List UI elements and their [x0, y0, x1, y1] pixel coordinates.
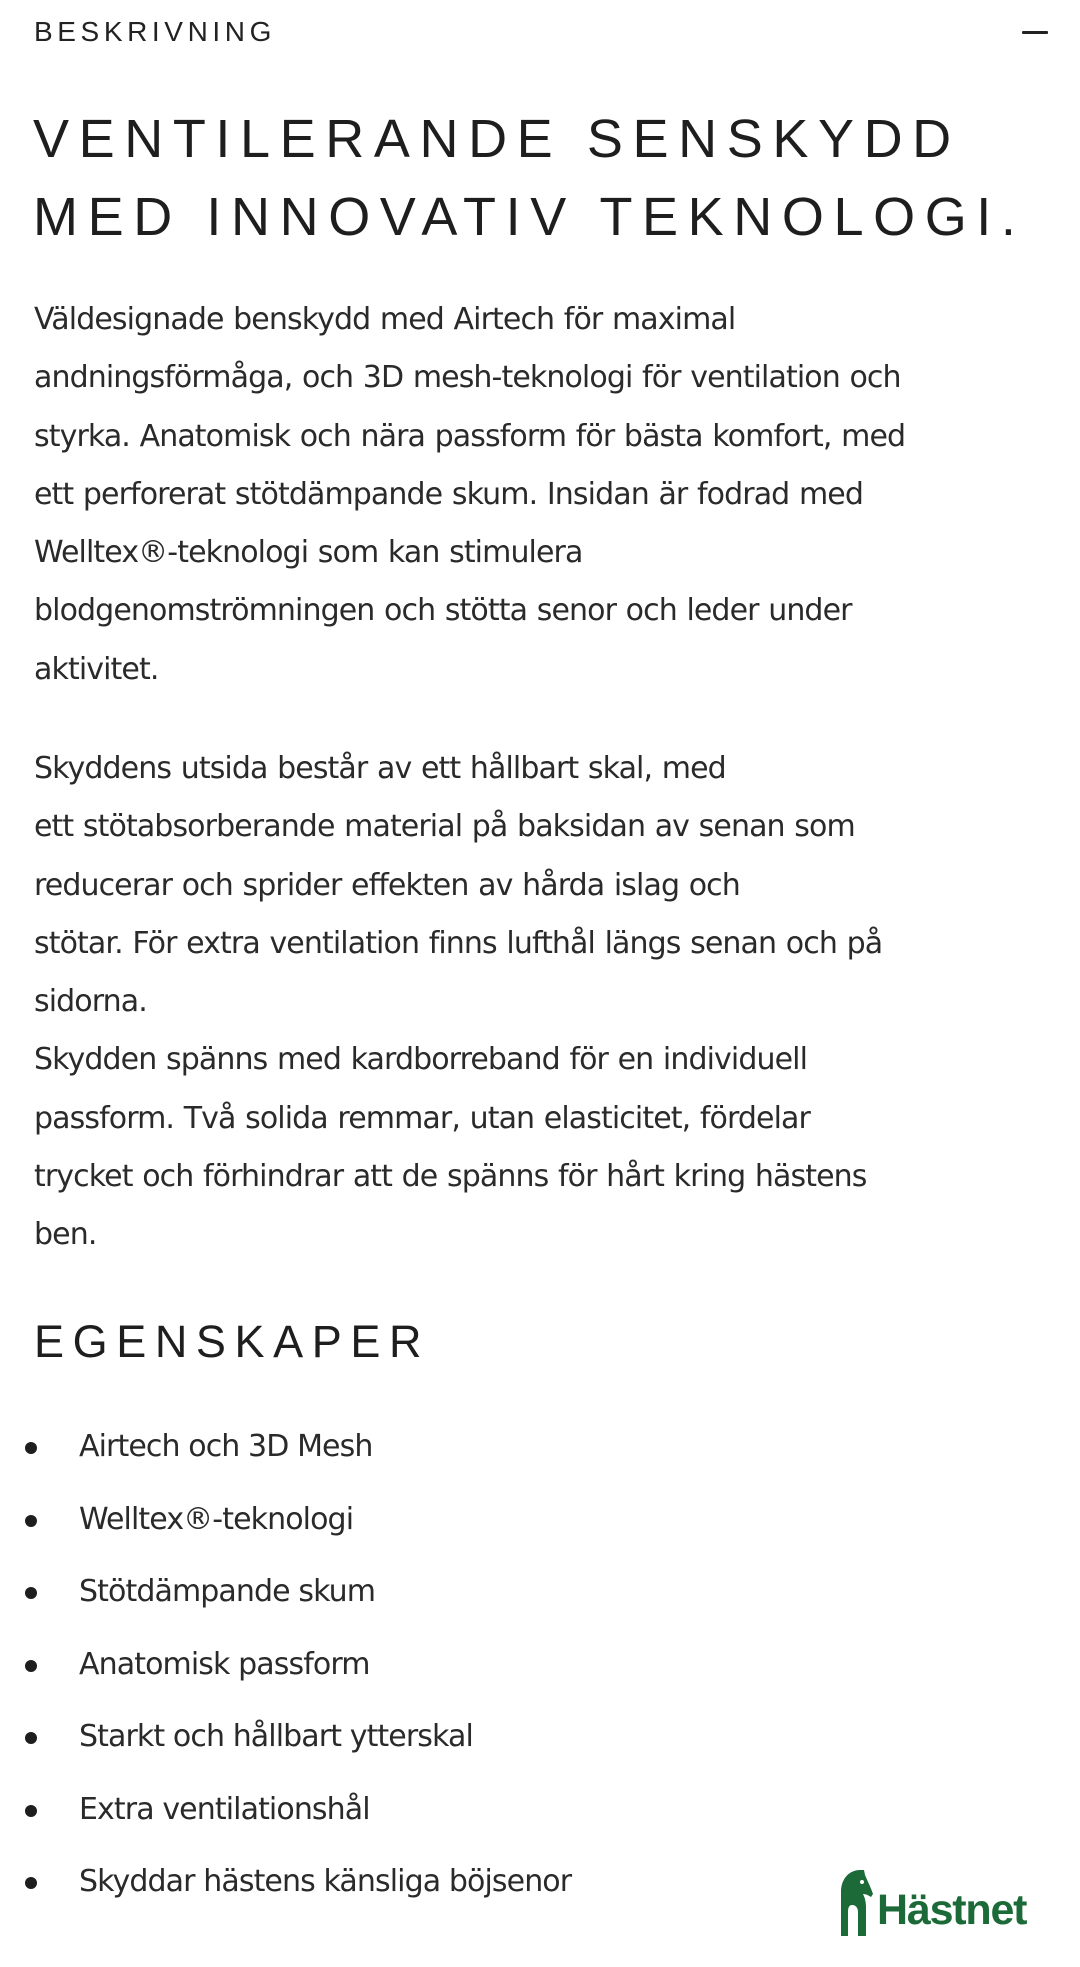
hastnet-logo[interactable] — [838, 1868, 1048, 1938]
brand-name: Hästnet — [877, 1886, 1027, 1934]
headline-line: MED INNOVATIV TEKNOLOGI. — [33, 187, 1026, 247]
collapse-button[interactable] — [1010, 14, 1060, 50]
text-line: Skydden spänns med kardborreband för en individuell — [34, 1042, 808, 1078]
feature-text: Welltex®-teknologi — [79, 1501, 354, 1537]
feature-text: Airtech och 3D Mesh — [79, 1429, 373, 1464]
text-line: andningsförmåga, och 3D mesh-teknologi för ventilation och — [34, 360, 901, 396]
text-line: stötar. För extra ventilation finns lufthål längs senan och på — [34, 925, 883, 961]
feature-text: Stötdämpande skum — [79, 1574, 376, 1609]
bullet-icon — [25, 1877, 37, 1889]
description-paragraph — [34, 291, 1034, 699]
text-line: blodgenomströmningen och stötta senor och leder under — [34, 593, 852, 629]
feature-text: Skyddar hästens känsliga böjsenor — [79, 1864, 572, 1899]
text-line: reducerar och sprider effekten av hårda islag och — [34, 867, 740, 903]
headline-line: VENTILERANDE SENSKYDD — [33, 109, 961, 169]
description-paragraph — [34, 740, 1034, 1265]
text-line: ett perforerat stötdämpande skum. Insidan är fodrad med — [34, 476, 863, 512]
text-line: ben. — [34, 1217, 97, 1253]
product-headline — [33, 100, 1026, 256]
text-line: Welltex®-teknologi som kan stimulera — [34, 535, 583, 571]
bullet-icon — [25, 1805, 37, 1817]
feature-text: Anatomisk passform — [79, 1646, 370, 1682]
bullet-icon — [25, 1587, 37, 1599]
bullet-icon — [25, 1732, 37, 1744]
description-section-header[interactable] — [0, 0, 1080, 70]
features-heading: EGENSKAPER — [34, 1316, 431, 1367]
bullet-icon — [25, 1660, 37, 1672]
text-line: aktivitet. — [34, 651, 159, 687]
text-line: passform. Två solida remmar, utan elasticitet, fördelar — [34, 1100, 810, 1136]
text-line: styrka. Anatomisk och nära passform för bästa komfort, med — [34, 418, 906, 454]
feature-text: Extra ventilationshål — [79, 1791, 370, 1827]
bullet-icon — [25, 1442, 37, 1454]
text-line: Skyddens utsida består av ett hållbart skal, med — [34, 751, 726, 786]
bullet-icon — [25, 1515, 37, 1527]
text-line: trycket och förhindrar att de spänns för hårt kring hästens — [34, 1159, 867, 1195]
feature-text: Starkt och hållbart ytterskal — [79, 1719, 473, 1754]
horse-head-icon — [838, 1868, 874, 1936]
minus-icon — [1022, 31, 1048, 34]
text-line: Väldesignade benskydd med Airtech för maximal — [34, 302, 736, 337]
section-title: BESKRIVNING — [34, 16, 276, 47]
text-line: sidorna. — [34, 984, 147, 1020]
text-line: ett stötabsorberande material på baksidan av senan som — [34, 809, 855, 845]
